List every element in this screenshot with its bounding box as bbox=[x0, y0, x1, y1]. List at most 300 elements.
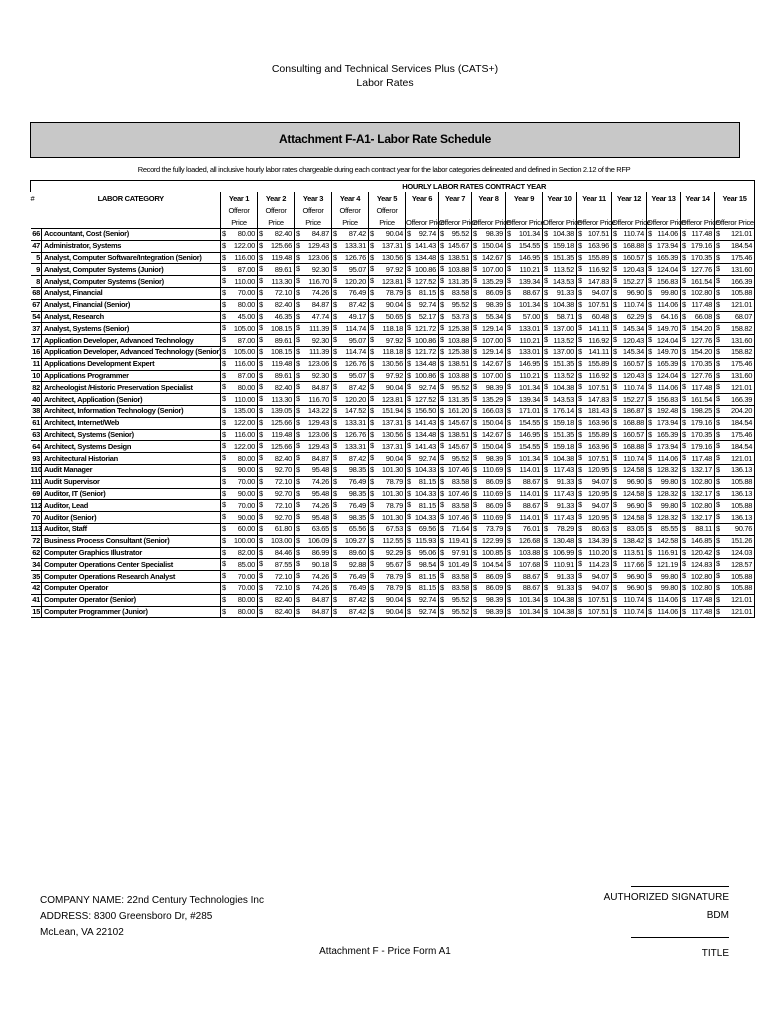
rate-cell bbox=[369, 488, 406, 500]
currency-symbol: $ bbox=[296, 547, 300, 557]
rate-cell bbox=[258, 441, 295, 453]
rate-value: 103.88 bbox=[447, 370, 469, 380]
rate-cell bbox=[543, 370, 577, 382]
rate-cell bbox=[332, 488, 369, 500]
rate-value: 147.52 bbox=[344, 406, 366, 416]
table-row bbox=[31, 417, 755, 429]
currency-symbol: $ bbox=[473, 429, 477, 439]
rate-value: 147.83 bbox=[587, 394, 609, 404]
currency-symbol: $ bbox=[578, 512, 582, 522]
rate-cell bbox=[295, 323, 332, 335]
currency-symbol: $ bbox=[440, 453, 444, 463]
currency-symbol: $ bbox=[507, 370, 511, 380]
rate-cell bbox=[258, 571, 295, 583]
currency-symbol: $ bbox=[682, 287, 686, 297]
rate-cell bbox=[543, 476, 577, 488]
rate-value: 130.56 bbox=[381, 359, 403, 369]
rate-cell bbox=[715, 453, 755, 465]
rate-cell bbox=[506, 346, 543, 358]
rate-value: 99.80 bbox=[660, 571, 678, 581]
currency-symbol: $ bbox=[296, 311, 300, 321]
rate-value: 70.00 bbox=[237, 477, 255, 487]
rate-cell bbox=[295, 582, 332, 594]
currency-symbol: $ bbox=[544, 571, 548, 581]
row-number: 72 bbox=[32, 536, 40, 546]
rate-value: 114.23 bbox=[588, 559, 609, 569]
currency-symbol: $ bbox=[259, 264, 263, 274]
rate-cell bbox=[577, 240, 612, 252]
currency-symbol: $ bbox=[333, 535, 337, 545]
rate-value: 124.58 bbox=[622, 488, 644, 498]
rate-cell bbox=[406, 476, 439, 488]
rate-cell bbox=[369, 594, 406, 606]
rate-cell bbox=[612, 394, 647, 406]
rate-cell bbox=[612, 441, 647, 453]
currency-symbol: $ bbox=[333, 453, 337, 463]
rate-cell bbox=[681, 252, 715, 264]
rate-value: 68.07 bbox=[734, 311, 753, 321]
currency-symbol: $ bbox=[473, 394, 477, 404]
labor-category: Analyst, Research bbox=[42, 311, 221, 323]
currency-symbol: $ bbox=[407, 512, 411, 522]
rate-cell bbox=[715, 523, 755, 535]
currency-symbol: $ bbox=[613, 264, 617, 274]
rate-value: 134.48 bbox=[414, 429, 436, 439]
currency-symbol: $ bbox=[296, 252, 300, 262]
rate-value: 110.74 bbox=[623, 300, 644, 310]
table-row bbox=[31, 606, 755, 618]
rate-value: 94.07 bbox=[591, 500, 609, 510]
row-number: 10 bbox=[32, 370, 40, 380]
currency-symbol: $ bbox=[507, 264, 511, 274]
price-label: Price bbox=[369, 216, 406, 229]
rate-value: 92.74 bbox=[418, 382, 436, 392]
rate-value: 113.30 bbox=[271, 276, 292, 286]
currency-symbol: $ bbox=[370, 441, 374, 451]
rate-value: 124.04 bbox=[656, 264, 678, 274]
rate-cell bbox=[612, 346, 647, 358]
currency-symbol: $ bbox=[507, 500, 511, 510]
currency-symbol: $ bbox=[507, 394, 511, 404]
rate-cell bbox=[506, 370, 543, 382]
rate-value: 78.79 bbox=[385, 583, 403, 593]
rate-cell bbox=[369, 453, 406, 465]
currency-symbol: $ bbox=[440, 488, 444, 498]
currency-symbol: $ bbox=[370, 346, 374, 356]
rate-value: 82.40 bbox=[274, 300, 292, 310]
currency-symbol: $ bbox=[648, 323, 652, 333]
rate-value: 116.00 bbox=[234, 359, 255, 369]
rate-cell bbox=[221, 523, 258, 535]
currency-symbol: $ bbox=[682, 311, 686, 321]
rate-cell bbox=[543, 323, 577, 335]
currency-symbol: $ bbox=[613, 370, 617, 380]
rate-cell bbox=[647, 264, 681, 276]
rate-cell bbox=[647, 547, 681, 559]
currency-symbol: $ bbox=[259, 500, 263, 510]
rate-cell bbox=[295, 417, 332, 429]
rate-cell bbox=[715, 512, 755, 524]
rate-cell bbox=[369, 382, 406, 394]
rate-cell bbox=[406, 523, 439, 535]
rate-value: 76.49 bbox=[348, 583, 366, 593]
rate-value: 131.60 bbox=[730, 335, 753, 345]
currency-symbol: $ bbox=[544, 240, 548, 250]
rate-value: 76.49 bbox=[348, 571, 366, 581]
currency-symbol: $ bbox=[333, 512, 337, 522]
rate-value: 60.48 bbox=[591, 311, 609, 321]
currency-symbol: $ bbox=[296, 394, 300, 404]
rate-cell bbox=[369, 476, 406, 488]
rate-value: 121.01 bbox=[730, 300, 753, 310]
rate-value: 81.15 bbox=[418, 571, 436, 581]
currency-symbol: $ bbox=[682, 594, 686, 604]
rate-cell bbox=[406, 464, 439, 476]
rate-cell bbox=[221, 358, 258, 370]
currency-symbol: $ bbox=[613, 311, 617, 321]
currency-symbol: $ bbox=[507, 606, 511, 616]
table-row bbox=[31, 323, 755, 335]
rate-value: 123.06 bbox=[307, 252, 329, 262]
rate-cell bbox=[612, 488, 647, 500]
currency-symbol: $ bbox=[682, 571, 686, 581]
rate-value: 179.16 bbox=[690, 441, 712, 451]
rate-cell bbox=[681, 311, 715, 323]
rate-value: 128.32 bbox=[656, 488, 678, 498]
rate-value: 139.05 bbox=[270, 406, 292, 416]
rate-cell bbox=[543, 240, 577, 252]
currency-symbol: $ bbox=[578, 323, 582, 333]
rate-value: 173.94 bbox=[656, 241, 678, 251]
rate-value: 127.76 bbox=[690, 264, 712, 274]
rate-value: 161.54 bbox=[690, 276, 712, 286]
rate-cell bbox=[258, 512, 295, 524]
currency-symbol: $ bbox=[333, 571, 337, 581]
rate-value: 121.72 bbox=[414, 347, 436, 357]
labor-category: Audit Manager bbox=[42, 464, 221, 476]
currency-symbol: $ bbox=[716, 500, 720, 510]
rate-value: 118.18 bbox=[382, 323, 403, 333]
currency-symbol: $ bbox=[259, 453, 263, 463]
currency-symbol: $ bbox=[407, 405, 411, 415]
rate-cell bbox=[472, 535, 506, 547]
currency-symbol: $ bbox=[296, 382, 300, 392]
currency-symbol: $ bbox=[296, 417, 300, 427]
currency-symbol: $ bbox=[507, 464, 511, 474]
rate-cell bbox=[332, 453, 369, 465]
rate-value: 91.33 bbox=[556, 571, 574, 581]
currency-symbol: $ bbox=[440, 571, 444, 581]
rate-cell bbox=[612, 370, 647, 382]
rate-value: 70.00 bbox=[237, 583, 255, 593]
rate-value: 121.01 bbox=[730, 606, 753, 616]
currency-symbol: $ bbox=[682, 229, 686, 238]
rate-cell bbox=[715, 571, 755, 583]
rate-cell bbox=[369, 370, 406, 382]
rate-value: 95.07 bbox=[348, 335, 366, 345]
row-number: 70 bbox=[32, 512, 40, 522]
currency-symbol: $ bbox=[648, 441, 652, 451]
rate-cell bbox=[258, 476, 295, 488]
rate-value: 155.89 bbox=[587, 359, 609, 369]
rate-value: 114.01 bbox=[519, 512, 540, 522]
rate-value: 137.31 bbox=[381, 441, 403, 451]
rate-cell bbox=[369, 571, 406, 583]
rate-cell bbox=[332, 441, 369, 453]
rate-value: 72.10 bbox=[274, 288, 292, 298]
rate-value: 83.58 bbox=[451, 500, 469, 510]
currency-symbol: $ bbox=[407, 488, 411, 498]
company-city: McLean, VA 22102 bbox=[40, 927, 124, 938]
rate-value: 161.20 bbox=[447, 406, 469, 416]
rate-value: 170.35 bbox=[690, 252, 712, 262]
table-row bbox=[31, 464, 755, 476]
rate-value: 126.76 bbox=[344, 359, 366, 369]
rate-value: 137.00 bbox=[552, 323, 574, 333]
rate-value: 78.79 bbox=[385, 477, 403, 487]
currency-symbol: $ bbox=[222, 476, 226, 486]
rate-cell bbox=[715, 476, 755, 488]
table-row bbox=[31, 252, 755, 264]
rate-value: 128.32 bbox=[656, 465, 678, 475]
currency-symbol: $ bbox=[507, 287, 511, 297]
rate-value: 127.76 bbox=[690, 335, 712, 345]
rate-cell bbox=[369, 264, 406, 276]
rate-value: 136.13 bbox=[730, 512, 753, 522]
rate-cell bbox=[506, 335, 543, 347]
rate-cell bbox=[681, 287, 715, 299]
rate-cell bbox=[543, 358, 577, 370]
rate-cell bbox=[612, 535, 647, 547]
currency-symbol: $ bbox=[544, 276, 548, 286]
currency-symbol: $ bbox=[407, 535, 411, 545]
rate-value: 106.99 bbox=[552, 547, 574, 557]
rate-value: 133.01 bbox=[518, 323, 540, 333]
currency-symbol: $ bbox=[440, 523, 444, 533]
row-number: 17 bbox=[32, 335, 40, 345]
currency-symbol: $ bbox=[648, 358, 652, 368]
currency-symbol: $ bbox=[259, 346, 263, 356]
rate-cell bbox=[681, 335, 715, 347]
rate-cell bbox=[258, 582, 295, 594]
rate-value: 138.51 bbox=[447, 359, 469, 369]
rate-value: 123.81 bbox=[381, 394, 403, 404]
rate-value: 154.55 bbox=[518, 418, 540, 428]
currency-symbol: $ bbox=[407, 299, 411, 309]
rate-value: 145.34 bbox=[622, 323, 644, 333]
currency-symbol: $ bbox=[333, 370, 337, 380]
currency-symbol: $ bbox=[370, 382, 374, 392]
currency-symbol: $ bbox=[440, 394, 444, 404]
rate-value: 139.34 bbox=[518, 276, 540, 286]
row-number: 37 bbox=[32, 323, 40, 333]
rate-value: 130.56 bbox=[381, 429, 403, 439]
currency-symbol: $ bbox=[370, 229, 374, 238]
currency-symbol: $ bbox=[578, 240, 582, 250]
rate-cell bbox=[472, 252, 506, 264]
rate-value: 159.18 bbox=[552, 418, 574, 428]
rate-value: 120.43 bbox=[622, 370, 644, 380]
currency-symbol: $ bbox=[333, 264, 337, 274]
rate-value: 95.67 bbox=[385, 559, 403, 569]
rate-cell bbox=[681, 323, 715, 335]
labor-category: Applications Development Expert bbox=[42, 358, 221, 370]
rate-value: 84.87 bbox=[311, 453, 329, 463]
rate-value: 125.66 bbox=[270, 418, 292, 428]
rate-value: 65.56 bbox=[348, 524, 366, 534]
currency-symbol: $ bbox=[578, 287, 582, 297]
currency-symbol: $ bbox=[613, 335, 617, 345]
rate-value: 88.11 bbox=[695, 524, 712, 534]
rate-value: 159.18 bbox=[552, 241, 574, 251]
currency-symbol: $ bbox=[473, 523, 477, 533]
currency-symbol: $ bbox=[296, 535, 300, 545]
rate-cell bbox=[295, 535, 332, 547]
rate-value: 105.88 bbox=[730, 571, 753, 581]
currency-symbol: $ bbox=[333, 252, 337, 262]
currency-symbol: $ bbox=[333, 594, 337, 604]
currency-symbol: $ bbox=[296, 571, 300, 581]
rate-cell bbox=[221, 323, 258, 335]
offeror-label: Offeror bbox=[258, 205, 295, 216]
year-header: Year 1 bbox=[221, 192, 258, 205]
currency-symbol: $ bbox=[473, 229, 477, 238]
rate-cell bbox=[612, 358, 647, 370]
rate-cell bbox=[472, 346, 506, 358]
rate-value: 121.72 bbox=[414, 323, 436, 333]
rate-cell bbox=[506, 311, 543, 323]
rate-cell bbox=[577, 453, 612, 465]
rate-cell bbox=[647, 358, 681, 370]
rate-value: 107.51 bbox=[587, 606, 609, 616]
currency-symbol: $ bbox=[296, 488, 300, 498]
rate-value: 121.01 bbox=[730, 229, 753, 239]
rate-value: 110.74 bbox=[623, 229, 644, 239]
currency-symbol: $ bbox=[370, 512, 374, 522]
rate-cell bbox=[406, 287, 439, 299]
rate-value: 88.67 bbox=[522, 500, 540, 510]
rate-value: 116.92 bbox=[588, 264, 609, 274]
rate-cell bbox=[406, 582, 439, 594]
rate-cell bbox=[332, 287, 369, 299]
rate-cell bbox=[406, 264, 439, 276]
rate-cell bbox=[406, 512, 439, 524]
rate-value: 92.88 bbox=[348, 559, 366, 569]
rate-cell bbox=[439, 512, 472, 524]
rate-cell bbox=[506, 264, 543, 276]
rate-value: 116.91 bbox=[657, 547, 678, 557]
currency-symbol: $ bbox=[507, 229, 511, 238]
rate-value: 95.52 bbox=[451, 382, 469, 392]
rate-cell bbox=[506, 299, 543, 311]
rate-cell bbox=[506, 523, 543, 535]
rate-cell bbox=[715, 323, 755, 335]
currency-symbol: $ bbox=[440, 358, 444, 368]
rate-cell bbox=[577, 582, 612, 594]
rate-cell bbox=[439, 476, 472, 488]
rate-cell bbox=[647, 311, 681, 323]
rate-cell bbox=[369, 346, 406, 358]
row-number: 5 bbox=[31, 252, 42, 264]
rate-cell bbox=[577, 346, 612, 358]
currency-symbol: $ bbox=[407, 346, 411, 356]
rate-cell bbox=[647, 370, 681, 382]
rate-value: 86.09 bbox=[485, 500, 503, 510]
currency-symbol: $ bbox=[473, 335, 477, 345]
currency-symbol: $ bbox=[682, 370, 686, 380]
rate-value: 92.74 bbox=[418, 300, 436, 310]
rate-cell bbox=[647, 571, 681, 583]
rate-cell bbox=[406, 417, 439, 429]
rate-value: 92.29 bbox=[385, 547, 403, 557]
currency-symbol: $ bbox=[333, 441, 337, 451]
rate-cell bbox=[472, 582, 506, 594]
rate-value: 127.52 bbox=[414, 276, 436, 286]
currency-symbol: $ bbox=[222, 488, 226, 498]
rate-cell bbox=[221, 394, 258, 406]
offeror-price-label: Offeror Price bbox=[506, 217, 545, 227]
rate-value: 100.86 bbox=[414, 335, 436, 345]
rate-cell bbox=[258, 453, 295, 465]
rate-value: 105.88 bbox=[730, 583, 753, 593]
rate-cell bbox=[295, 299, 332, 311]
currency-symbol: $ bbox=[370, 394, 374, 404]
currency-symbol: $ bbox=[544, 299, 548, 309]
currency-symbol: $ bbox=[333, 582, 337, 592]
rate-cell bbox=[715, 311, 755, 323]
rate-cell bbox=[472, 559, 506, 571]
rate-value: 113.51 bbox=[623, 547, 644, 557]
rate-cell bbox=[577, 323, 612, 335]
rate-value: 105.88 bbox=[730, 477, 753, 487]
rate-value: 101.34 bbox=[518, 606, 540, 616]
currency-symbol: $ bbox=[473, 287, 477, 297]
rate-value: 95.48 bbox=[311, 465, 329, 475]
rate-value: 101.30 bbox=[381, 465, 403, 475]
rate-value: 152.27 bbox=[622, 276, 644, 286]
rate-cell bbox=[332, 429, 369, 441]
rate-cell bbox=[472, 335, 506, 347]
currency-symbol: $ bbox=[407, 571, 411, 581]
rate-value: 98.39 bbox=[485, 382, 503, 392]
rate-cell bbox=[472, 606, 506, 618]
currency-symbol: $ bbox=[222, 229, 226, 238]
currency-symbol: $ bbox=[716, 370, 720, 380]
rate-value: 114.74 bbox=[345, 323, 366, 333]
currency-symbol: $ bbox=[613, 488, 617, 498]
rate-value: 130.56 bbox=[381, 252, 403, 262]
currency-symbol: $ bbox=[259, 299, 263, 309]
rate-value: 133.31 bbox=[344, 241, 366, 251]
rate-value: 101.30 bbox=[381, 488, 403, 498]
labor-category: Auditor, IT (Senior) bbox=[42, 488, 221, 500]
rate-cell bbox=[295, 559, 332, 571]
rate-cell bbox=[543, 523, 577, 535]
rate-cell bbox=[543, 582, 577, 594]
rate-value: 84.46 bbox=[274, 547, 292, 557]
offeror-label: Offeror bbox=[221, 205, 258, 216]
rate-cell bbox=[543, 594, 577, 606]
rate-cell bbox=[332, 535, 369, 547]
rate-cell bbox=[258, 429, 295, 441]
currency-symbol: $ bbox=[222, 287, 226, 297]
rate-value: 123.06 bbox=[307, 429, 329, 439]
rate-cell bbox=[506, 535, 543, 547]
rate-value: 129.43 bbox=[307, 441, 329, 451]
table-row bbox=[31, 276, 755, 288]
rate-cell bbox=[543, 512, 577, 524]
rate-cell bbox=[506, 606, 543, 618]
